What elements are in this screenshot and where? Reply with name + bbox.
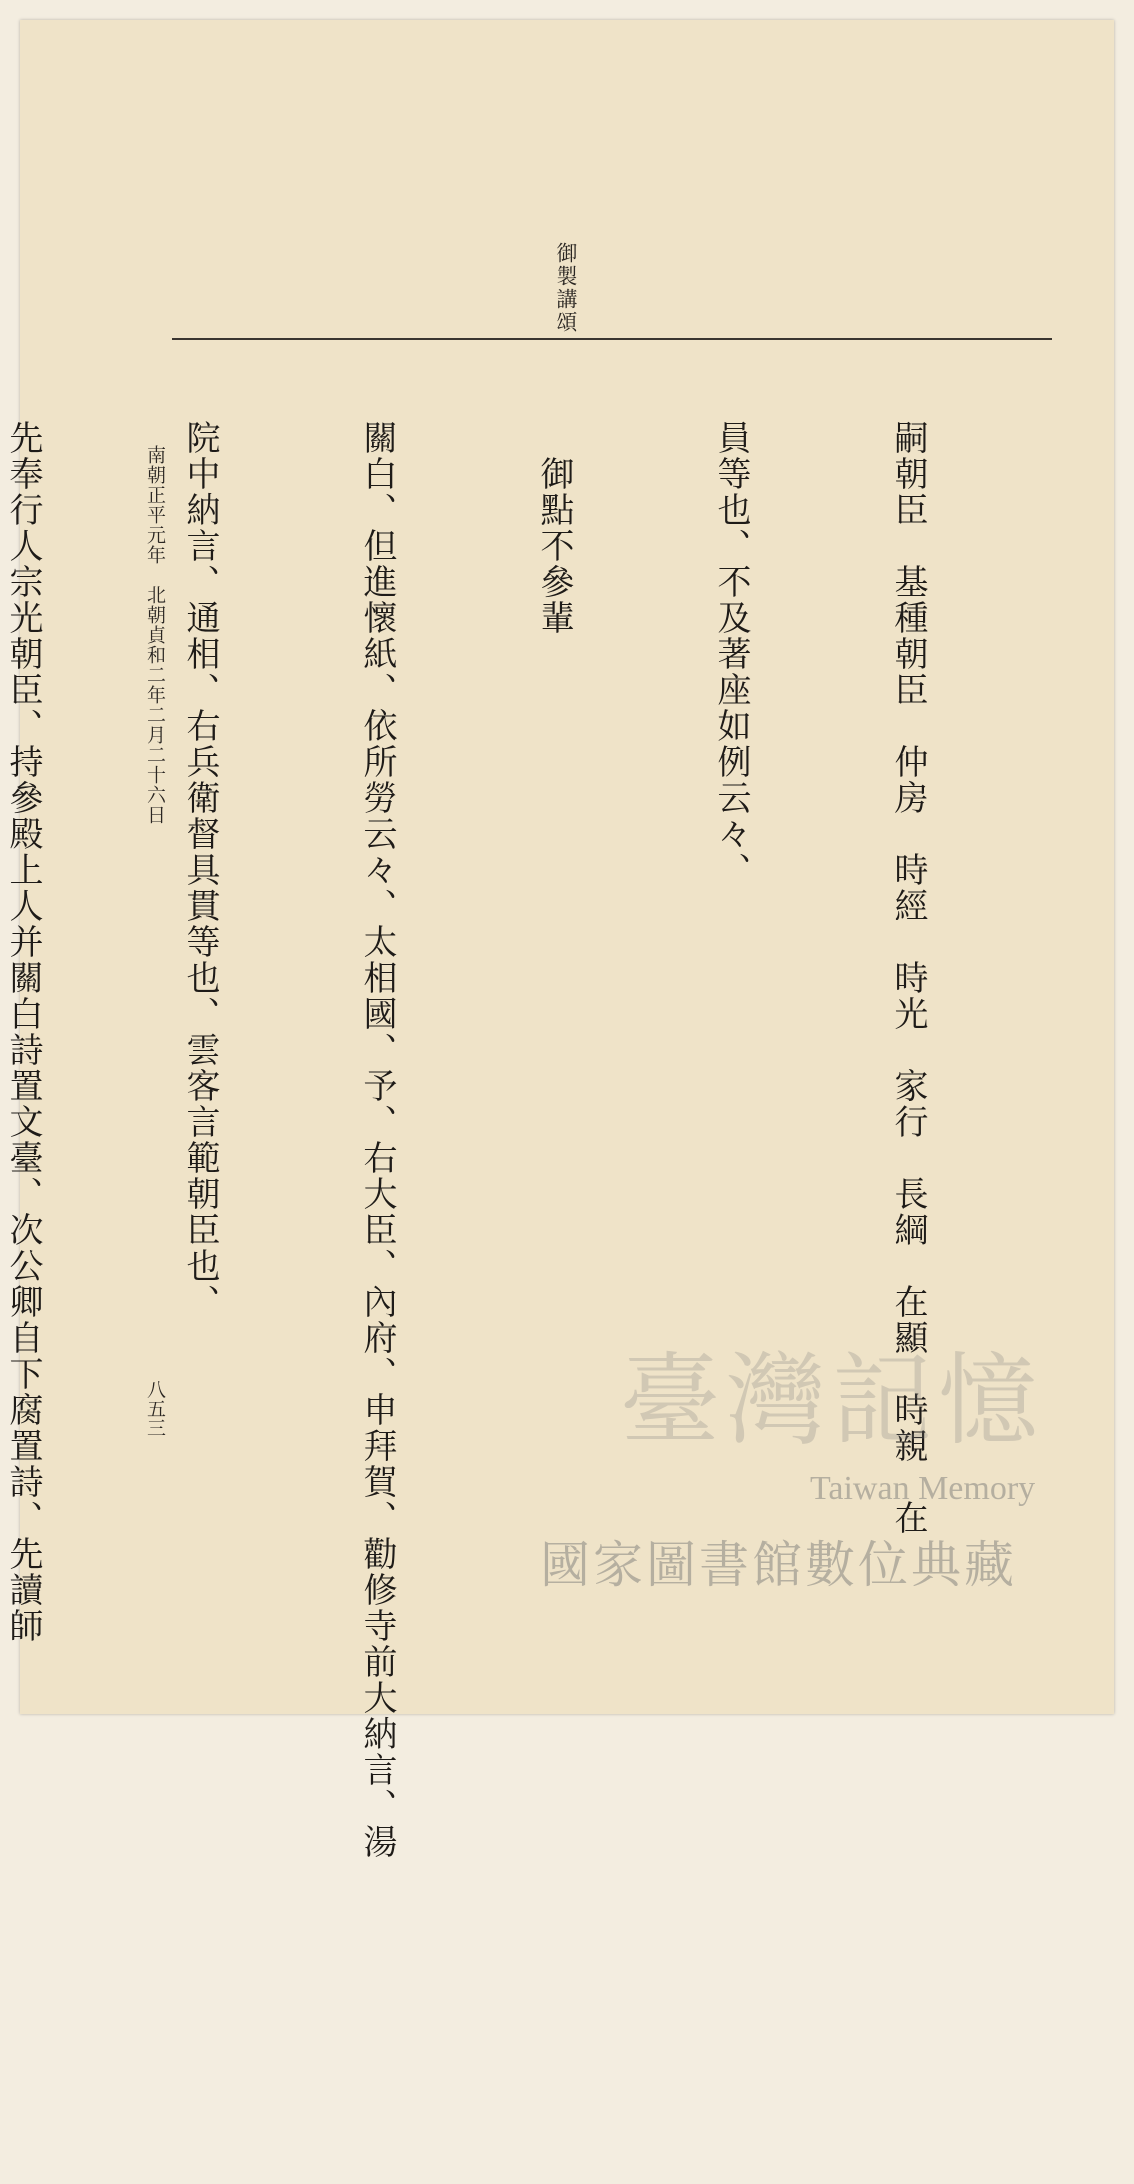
header-rule [172, 338, 1052, 340]
text-column: 御點不參輩 [534, 420, 574, 636]
text-column: 嗣朝臣 基種朝臣 仲房 時經 時光 家行 長綱 在顯 時親 在 [888, 420, 928, 1536]
running-head: 御製講頌 [554, 242, 578, 334]
text-column: 先奉行人宗光朝臣、持參殿上人并關白詩置文臺、次公卿自下腐置詩、先讀師 [3, 420, 43, 1644]
watermark-english: Taiwan Memory [810, 1470, 1036, 1507]
watermark-title: 臺灣記憶 [620, 1342, 1044, 1459]
page-number: 八五三 [144, 1380, 166, 1437]
document-page [3, 20, 1114, 1860]
footer-date: 南朝正平元年 北朝貞和二年二月二十六日 [144, 445, 166, 825]
text-column: 院中納言、通相、右兵衛督具貫等也、雲客言範朝臣也、 [180, 420, 220, 1320]
watermark-institution: 國家圖書館數位典藏 [540, 1536, 1017, 1594]
text-column: 員等也、不及著座如例云々、 [711, 420, 751, 888]
text-column: 關白、但進懷紙、依所勞云々、太相國、予、右大臣、內府、申拜賀、勸修寺前大納言、湯 [357, 420, 397, 1860]
